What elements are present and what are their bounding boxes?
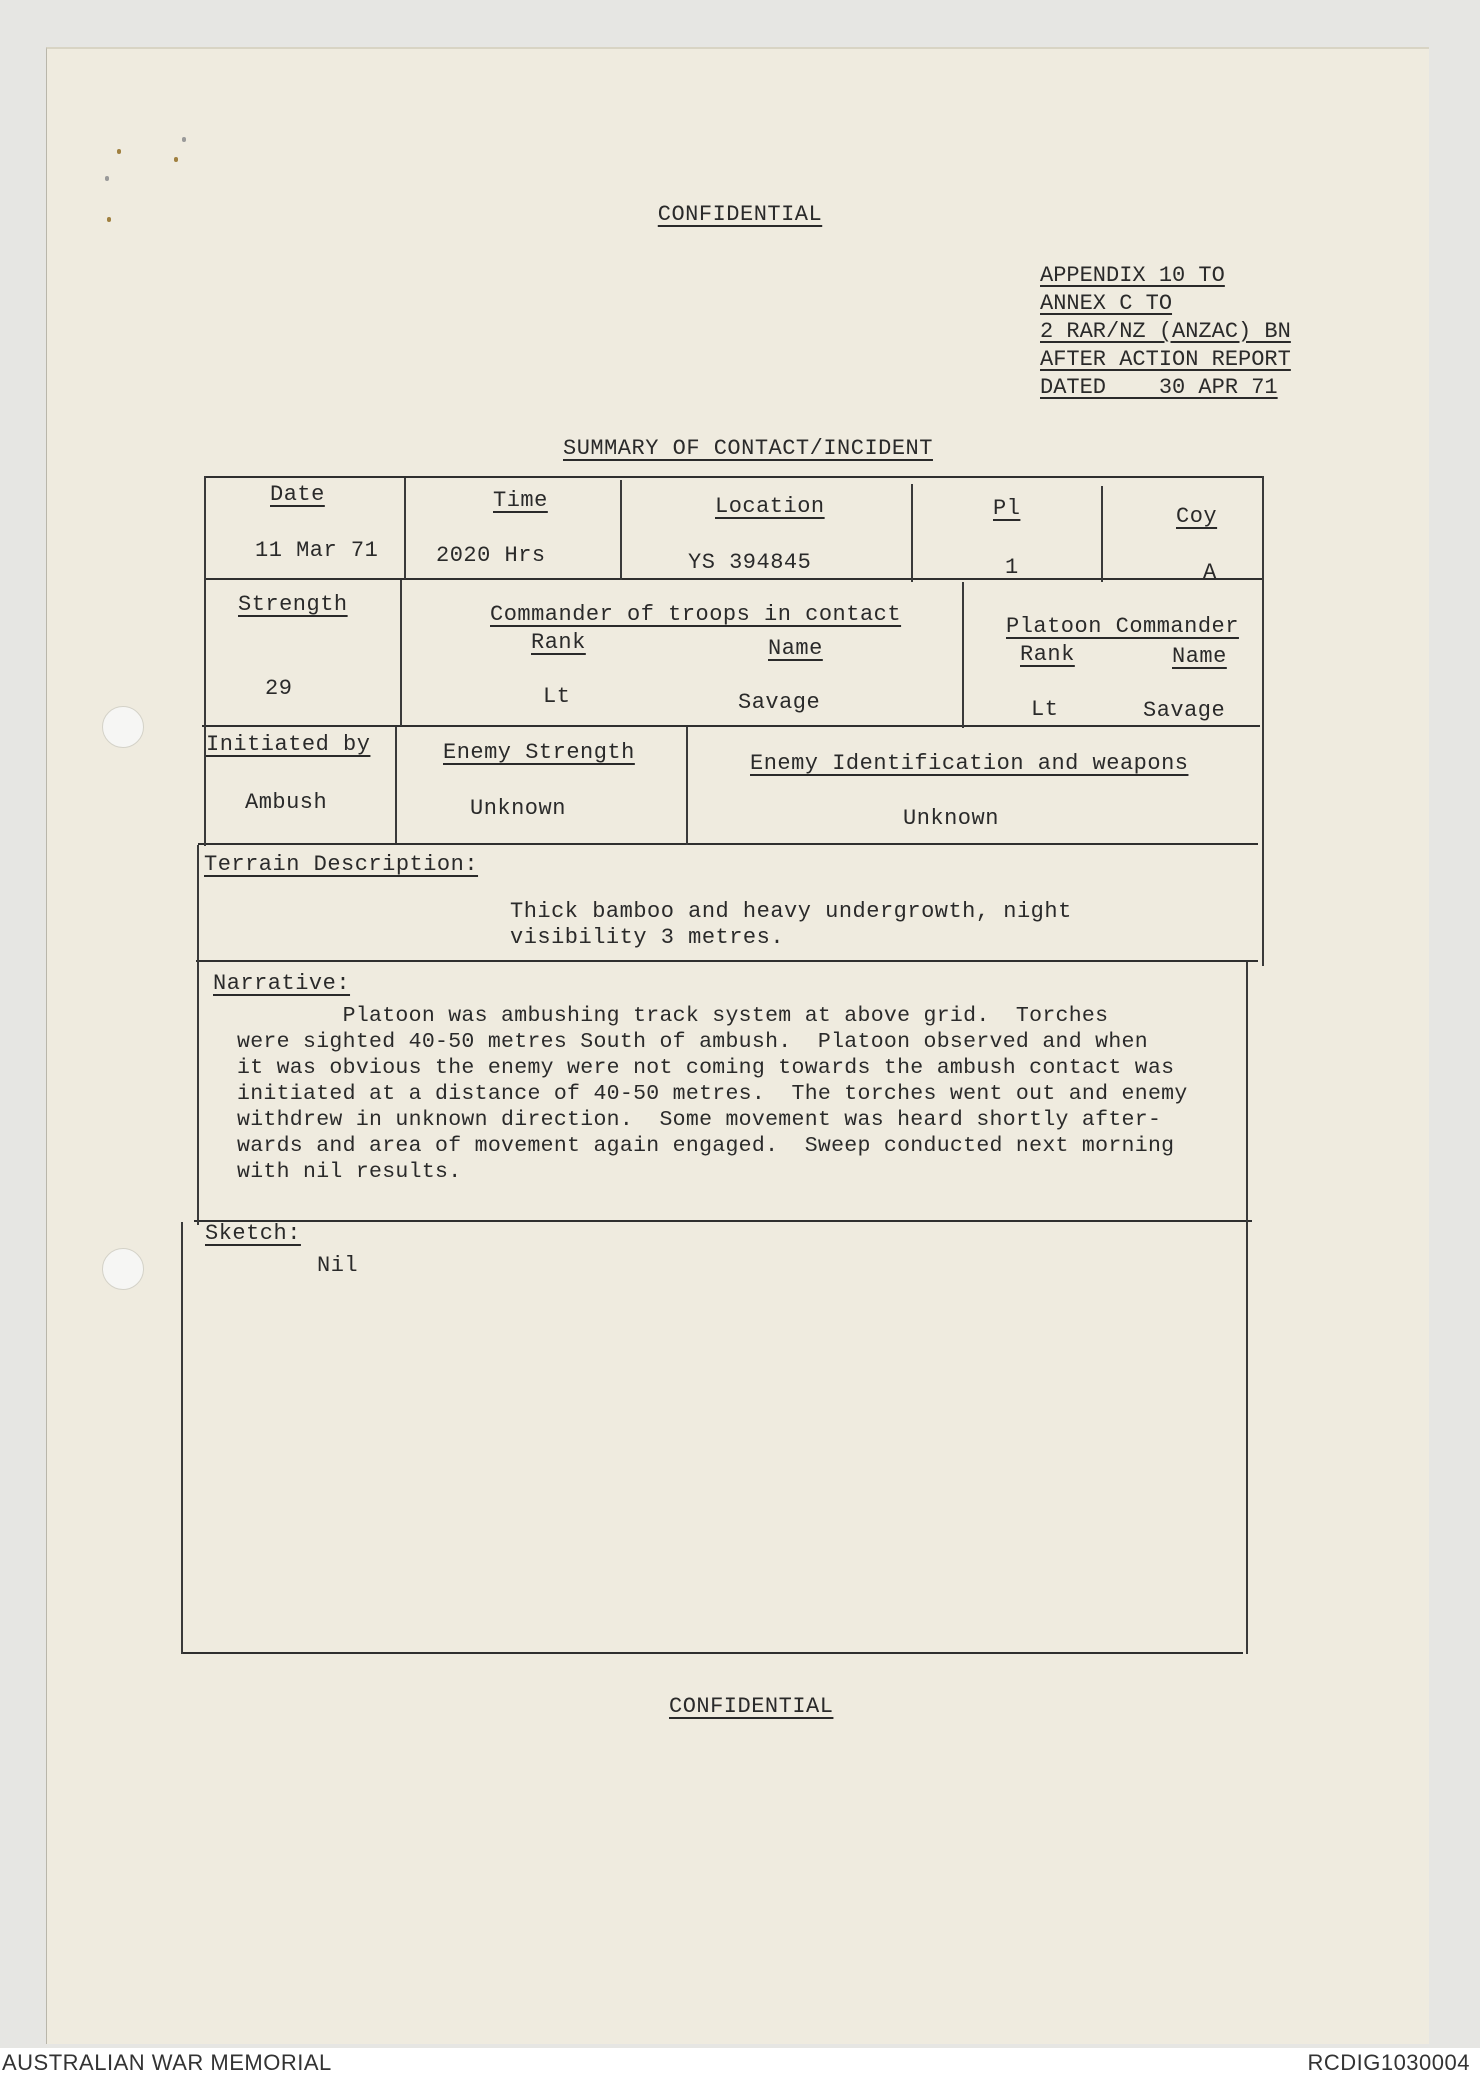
enemy-strength-label: Enemy Strength [443, 740, 635, 765]
column-divider [962, 582, 964, 728]
location-label: Location [715, 494, 825, 519]
coy-value: A [1203, 560, 1217, 585]
commander-name-value: Savage [738, 690, 821, 715]
column-divider [400, 580, 402, 726]
narrative-label: Narrative: [213, 971, 351, 996]
terrain-description-label: Terrain Description: [204, 852, 479, 877]
initiated-by-label: Initiated by [206, 732, 371, 757]
table-border-left [197, 845, 199, 1225]
strength-value: 29 [265, 676, 293, 701]
paper-speck [182, 137, 186, 142]
commander-rank-label: Rank [531, 630, 586, 655]
date-value: 11 Mar 71 [255, 538, 379, 563]
column-divider [620, 480, 622, 580]
location-value: YS 394845 [688, 550, 812, 575]
enemy-identification-value: Unknown [903, 806, 999, 831]
platoon-commander-label: Platoon Commander [1006, 614, 1239, 639]
initiated-by-value: Ambush [245, 790, 328, 815]
form-title: SUMMARY OF CONTACT/INCIDENT [563, 436, 933, 461]
row-divider [198, 843, 1258, 845]
time-label: Time [493, 488, 548, 513]
coy-label: Coy [1176, 504, 1218, 529]
commander-label: Commander of troops in contact [490, 602, 902, 627]
classification-bottom: CONFIDENTIAL [669, 1694, 834, 1719]
appendix-line: APPENDIX 10 TO [1040, 263, 1225, 288]
date-label: Date [270, 482, 325, 507]
narrative-text: Platoon was ambushing track system at above grid. Torches were sighted 40-50 metres South of ambush. Platoon observed and when it was obvious the enemy were not coming towards the ambush contact was initiated at a distance of 40-50 metres. The torches went out and enemy withdrew in unknown direction. Some movement was heard shortly after- wards and area of movement again engaged. Sweep conducted next morning with nil results. [237, 1004, 1188, 1184]
sketch-value: Nil [317, 1253, 359, 1278]
appendix-block [1040, 262, 1291, 402]
table-border-left [181, 1222, 183, 1654]
column-divider [404, 478, 406, 579]
appendix-line: 2 RAR/NZ (ANZAC) BN [1040, 319, 1291, 344]
paper-speck [174, 157, 178, 162]
platoon-commander-name-value: Savage [1143, 698, 1226, 723]
punch-hole [102, 1248, 144, 1290]
platoon-commander-rank-value: Lt [1031, 697, 1059, 722]
appendix-line: ANNEX C TO [1040, 291, 1173, 316]
appendix-line: DATED 30 APR 71 [1040, 375, 1278, 400]
enemy-strength-value: Unknown [470, 796, 566, 821]
row-divider [194, 1220, 1252, 1222]
sketch-label: Sketch: [205, 1221, 301, 1246]
platoon-commander-rank-label: Rank [1020, 642, 1075, 667]
classification-top: CONFIDENTIAL [657, 202, 823, 227]
column-divider [395, 727, 397, 843]
strength-label: Strength [238, 592, 348, 617]
platoon-commander-name-label: Name [1172, 644, 1227, 669]
terrain-description-line: visibility 3 metres. [510, 925, 785, 950]
column-divider [911, 484, 913, 582]
column-divider [1101, 486, 1103, 582]
enemy-identification-label: Enemy Identification and weapons [750, 751, 1189, 776]
paper-speck [117, 149, 121, 154]
paper-speck [105, 176, 109, 181]
pl-value: 1 [1005, 555, 1019, 580]
footer-record-id: RCDIG1030004 [1307, 2050, 1470, 2075]
table-border-top [205, 476, 1263, 478]
pl-label: Pl [993, 496, 1021, 521]
row-divider [202, 725, 1260, 727]
table-border-right [1262, 476, 1264, 966]
time-value: 2020 Hrs [436, 543, 546, 568]
punch-hole [102, 706, 144, 748]
commander-name-label: Name [768, 636, 823, 661]
terrain-description-line: Thick bamboo and heavy undergrowth, night [510, 899, 1072, 924]
table-border-bottom [181, 1652, 1243, 1654]
appendix-line: AFTER ACTION REPORT [1040, 347, 1291, 372]
row-divider [204, 578, 1262, 580]
row-divider [196, 960, 1258, 962]
table-border-left [204, 476, 206, 846]
commander-rank-value: Lt [543, 684, 571, 709]
column-divider [686, 727, 688, 845]
footer-institution: AUSTRALIAN WAR MEMORIAL [2, 2050, 332, 2075]
